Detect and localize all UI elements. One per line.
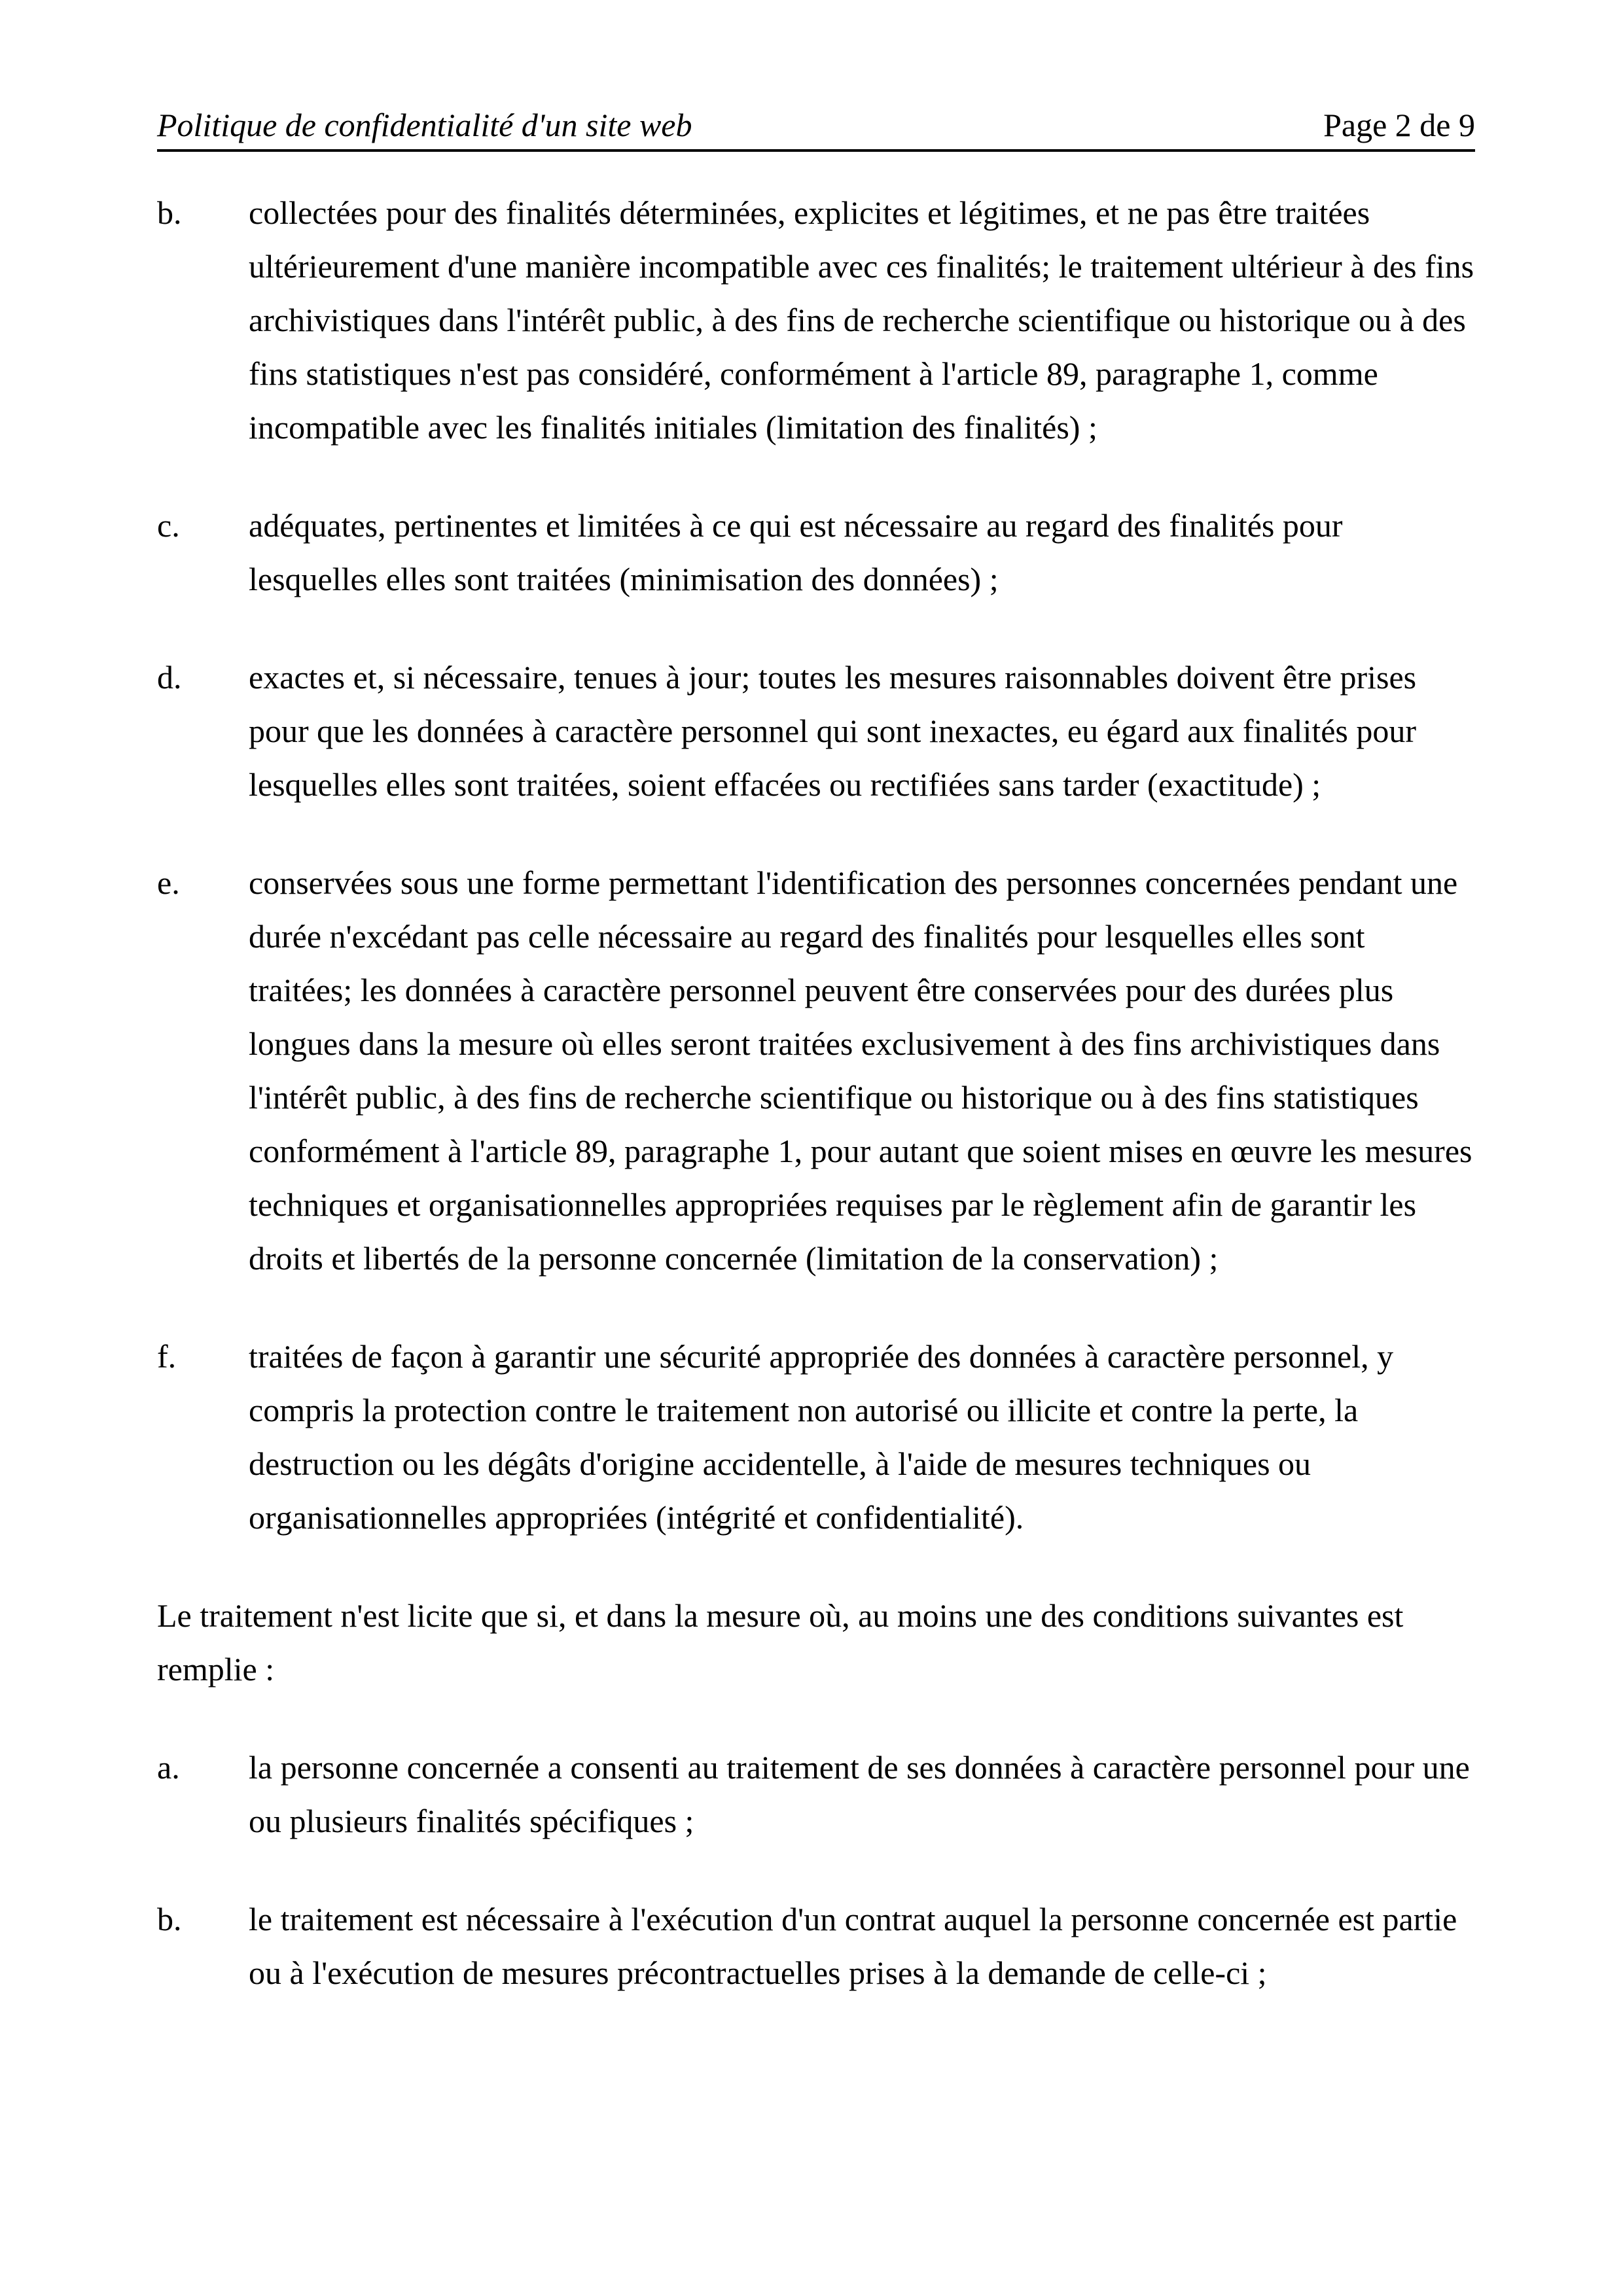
list-item-marker: d. [157,659,182,696]
list-item-text: adéquates, pertinentes et limitées à ce qui est nécessaire au regard des finalités pour lesquelles elles sont traitées (minimisation des données) ; [249,507,1343,597]
list-item-marker: b. [157,194,182,231]
document-body [157,186,1475,2000]
list-item [157,1892,1475,2000]
list-item [157,1330,1475,1544]
list-item-marker: c. [157,507,180,544]
page-number: Page 2 de 9 [1323,107,1475,143]
list-item-text: traitées de façon à garantir une sécurité appropriée des données à caractère personnel, y compris la protection contre le traitement non autorisé ou illicite et contre la perte, la destruction ou les dégâts d'origine accidentelle, à l'aide de mesures techniques ou organisationnelles appropriées (intégrité et confidentialité). [249,1338,1394,1536]
list-item [157,650,1475,811]
conditions-list [157,1740,1475,2000]
principles-list [157,186,1475,1544]
list-item-marker: b. [157,1901,182,1937]
list-item [157,1740,1475,1848]
list-item [157,856,1475,1285]
list-item-marker: e. [157,864,180,901]
list-item-text: collectées pour des finalités déterminées, explicites et légitimes, et ne pas être traitées ultérieurement d'une manière incompatible avec ces finalités; le traitement ultérieur à des fins archivistiques dans l'intérêt public, à des fins de recherche scientifique ou historique ou à des fins statistiques n'est pas considéré, conformément à l'article 89, paragraphe 1, comme incompatible avec les finalités initiales (limitation des finalités) ; [249,194,1474,446]
lawfulness-intro-paragraph: Le traitement n'est licite que si, et dans la mesure où, au moins une des conditions suivantes est remplie : [157,1597,1404,1687]
list-item-text: conservées sous une forme permettant l'identification des personnes concernées pendant une durée n'excédant pas celle nécessaire au regard des finalités pour lesquelles elles sont traitées; les données à caractère personnel peuvent être conservées pour des durées plus longues dans la mesure où elles seront traitées exclusivement à des fins archivistiques dans l'intérêt public, à des fins de recherche scientifique ou historique ou à des fins statistiques conformément à l'article 89, paragraphe 1, pour autant que soient mises en œuvre les mesures techniques et organisationnelles appropriées requises par le règlement afin de garantir les droits et libertés de la personne concernée (limitation de la conservation) ; [249,864,1472,1277]
list-item-marker: f. [157,1338,177,1375]
list-item-text: le traitement est nécessaire à l'exécution d'un contrat auquel la personne concernée est partie ou à l'exécution de mesures précontractuelles prises à la demande de celle-ci ; [249,1901,1457,1991]
list-item [157,499,1475,606]
list-item [157,186,1475,454]
list-item-text: la personne concernée a consenti au traitement de ses données à caractère personnel pour une ou plusieurs finalités spécifiques ; [249,1749,1470,1839]
document-title: Politique de confidentialité d'un site web [157,107,692,143]
list-item-text: exactes et, si nécessaire, tenues à jour; toutes les mesures raisonnables doivent être prises pour que les données à caractère personnel qui sont inexactes, eu égard aux finalités pour lesquelles elles sont traitées, soient effacées ou rectifiées sans tarder (exactitude) ; [249,659,1417,803]
list-item-marker: a. [157,1749,180,1786]
page-header [157,105,1475,152]
